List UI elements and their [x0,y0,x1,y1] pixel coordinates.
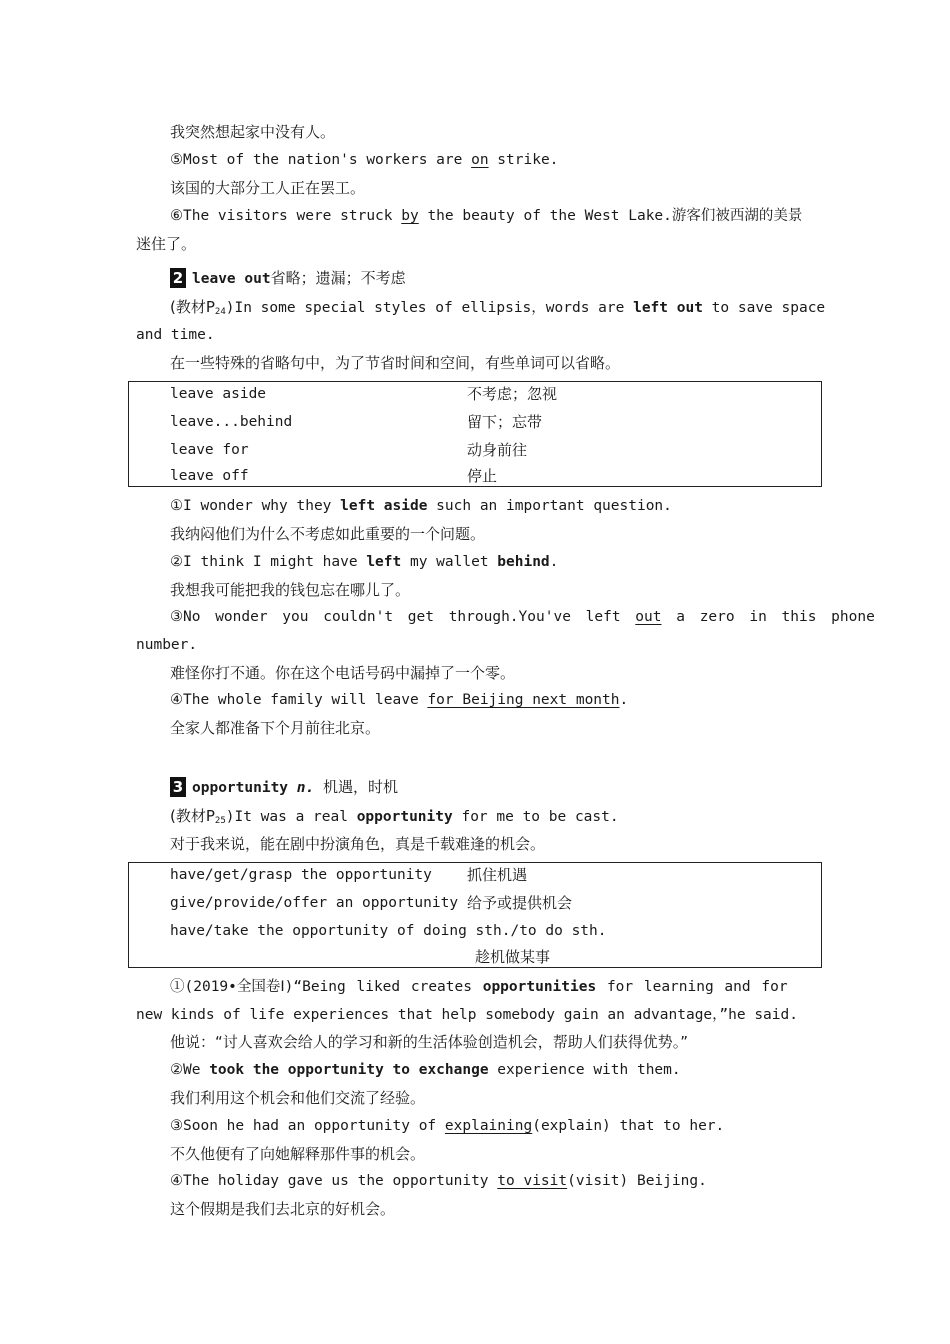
example-line: ②We took the opportunity to exchange experience with them. [170,1062,681,1078]
translation-line: 在一些特殊的省略句中，为了节省时间和空间，有些单词可以省略。 [170,354,621,372]
answer-blank: by [401,208,419,224]
answer-blank: on [471,152,489,168]
source-line: (教材$P_{24})In$ some special styles of ellipsis，words are left out to save space [170,298,826,317]
phrase: leave for [170,442,249,458]
translation-line: 全家人都准备下个月前往北京。 [170,719,381,737]
translation-line: 不久他便有了向她解释那件事的机会。 [170,1145,426,1163]
phrase-meaning: 给予或提供机会 [467,894,573,912]
part-of-speech: n. [296,780,315,796]
translation-line: 他说：“讨人喜欢会给人的学习和新的生活体验创造机会，帮助人们获得优势。” [170,1033,689,1051]
phrase-meaning: 动身前往 [467,441,528,459]
section-heading [170,777,398,798]
headword: leave out [192,271,271,287]
example-line-cont: new kinds of life experiences that help somebody gain an advantage，”he said. [136,1007,798,1023]
phrase-meaning: 不考虑；忽视 [467,385,558,403]
translation-line: 难怪你打不通。你在这个电话号码中漏掉了一个零。 [170,664,516,682]
example-line: ④The whole family will leave for Beijing next month. [170,692,629,708]
section-number: 3 [170,777,186,797]
translation-line: 该国的大部分工人正在罢工。 [170,179,366,197]
headword-meaning: 省略；遗漏；不考虑 [270,269,406,287]
translation-line: 我们利用这个机会和他们交流了经验。 [170,1089,426,1107]
phrase-meaning: 停止 [467,467,498,485]
translation-line: 我纳闷他们为什么不考虑如此重要的一个问题。 [170,525,486,543]
translation-line: 迷住了。 [136,235,197,253]
example-line: ⑤Most of the nation's workers are on strike. [170,152,559,168]
example-line: ③No wonder you couldn't get through.You've left out a zero in this phone [170,609,875,625]
answer-blank: out [635,609,662,625]
phrase: give/provide/offer an opportunity [170,895,459,911]
phrase-table [128,862,822,968]
phrase-meaning: 抓住机遇 [467,866,528,884]
headword: opportunity [192,780,289,796]
phrase: leave aside [170,386,267,402]
translation-line: 这个假期是我们去北京的好机会。 [170,1200,396,1218]
answer-blank: for Beijing next month [427,692,620,708]
example-line: ①I wonder why they left aside such an important question. [170,498,672,514]
section-number: 2 [170,268,186,288]
translation-line: 我想我可能把我的钱包忘在哪儿了。 [170,581,411,599]
example-line: ②I think I might have left my wallet behind. [170,554,559,570]
phrase-meaning: 留下；忘带 [467,413,543,431]
phrase: have/get/grasp the opportunity [170,867,432,883]
section-heading [170,268,406,289]
example-line: ③Soon he had an opportunity of explaining(explain) that to her. [170,1118,725,1134]
text-line: 我突然想起家中没有人。 [170,123,336,141]
phrase-table [128,381,822,487]
example-line: ④The holiday gave us the opportunity to visit(visit) Beijing. [170,1173,707,1189]
phrase: leave...behind [170,414,293,430]
example-line: ①(2019•全国卷Ⅰ)“Being liked creates opportunities for learning and for [170,979,788,995]
phrase: leave off [170,468,249,484]
phrase: have/take the opportunity of doing sth./to do sth. [170,923,607,939]
translation-line: 对于我来说，能在剧中扮演角色，真是千载难逢的机会。 [170,835,546,853]
source-line: (教材$P_{25})It$ was a real opportunity for me to be cast. [170,807,619,826]
answer-blank: explaining [444,1118,533,1134]
headword-meaning: 机遇，时机 [322,778,398,796]
example-line: ⑥The visitors were struck by the beauty of the West Lake.游客们被西湖的美景 [170,208,803,224]
answer-blank: to visit [497,1173,568,1189]
example-line-cont: number. [136,637,198,653]
source-line-cont: and time. [136,327,215,343]
phrase-meaning: 趁机做某事 [475,948,551,966]
